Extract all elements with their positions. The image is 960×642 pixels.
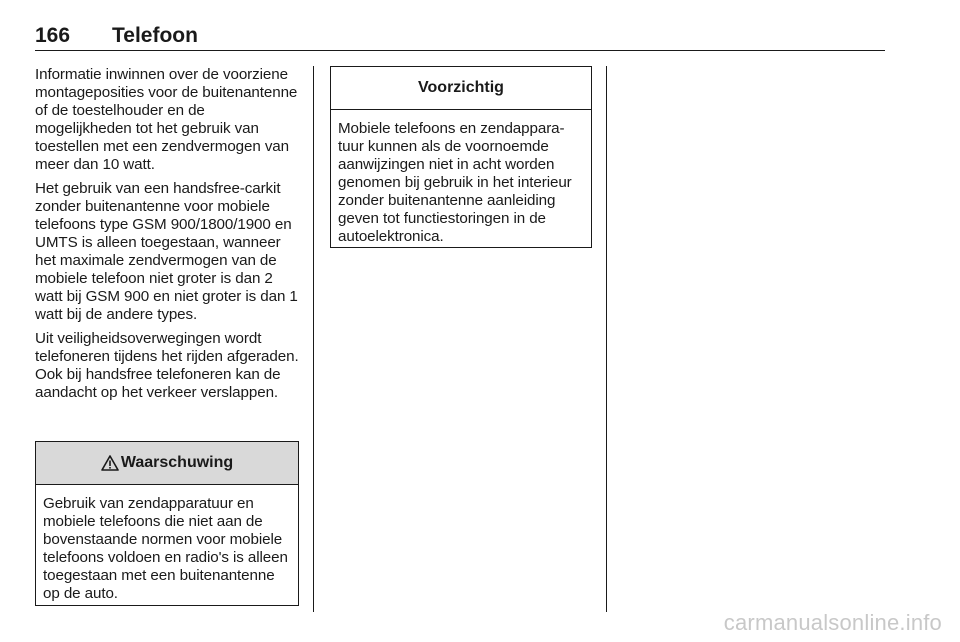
watermark: carmanualsonline.info — [723, 610, 942, 635]
page-number: 166 — [35, 24, 71, 47]
warning-box — [35, 441, 299, 606]
page-header — [35, 22, 885, 51]
warning-header — [36, 442, 298, 485]
paragraph-safety: Uit veiligheidsoverwegingen wordt telefoneren tijdens het rijden afgeraden. Ook bij handsfree telefoneren kan de aandacht op het verkeer verslappen. — [35, 330, 299, 401]
caution-title: Voorzichtig — [418, 79, 504, 96]
column-divider-left — [313, 66, 314, 612]
paragraph-antenna-info: Informatie inwinnen over de voorziene montageposities voor de buitenantenne of de toestelhouder en de mogelijkheden tot het gebruik van toestellen met een zendvermogen van meer dan 10 watt. — [35, 66, 298, 173]
column-left — [35, 66, 301, 408]
warning-body: Gebruik van zendapparatuur en mobiele telefoons die niet aan de bovenstaande normen voor mobiele telefoons voldoen en radio's is alleen toegestaan met een buitenantenne op de auto. — [43, 495, 288, 602]
caution-body: Mobiele telefoons en zendapparatuur kunnen als de voornoemde aanwijzingen niet in acht worden genomen bij gebruik in het interieur zonder buitenantenne aanleiding geven tot functiestoringen in de autoelektronica. — [338, 120, 572, 245]
warning-title: Waarschuwing — [120, 454, 234, 471]
page-title: Telefoon — [112, 24, 198, 47]
column-divider-right — [606, 66, 607, 612]
warning-triangle-icon — [101, 455, 119, 471]
caution-header — [331, 67, 591, 110]
caution-box — [330, 66, 592, 248]
paragraph-handsfree-usage: Het gebruik van een handsfree-carkit zonder buitenantenne voor mobiele telefoons type GSM 900/1800/1900 en UMTS is alleen toegestaan, wanneer het maximale zendvermogen van de mobiele telefoon niet groter is dan 2 watt bij GSM 900 en niet groter is dan 1 watt bij de andere types. — [35, 180, 298, 323]
